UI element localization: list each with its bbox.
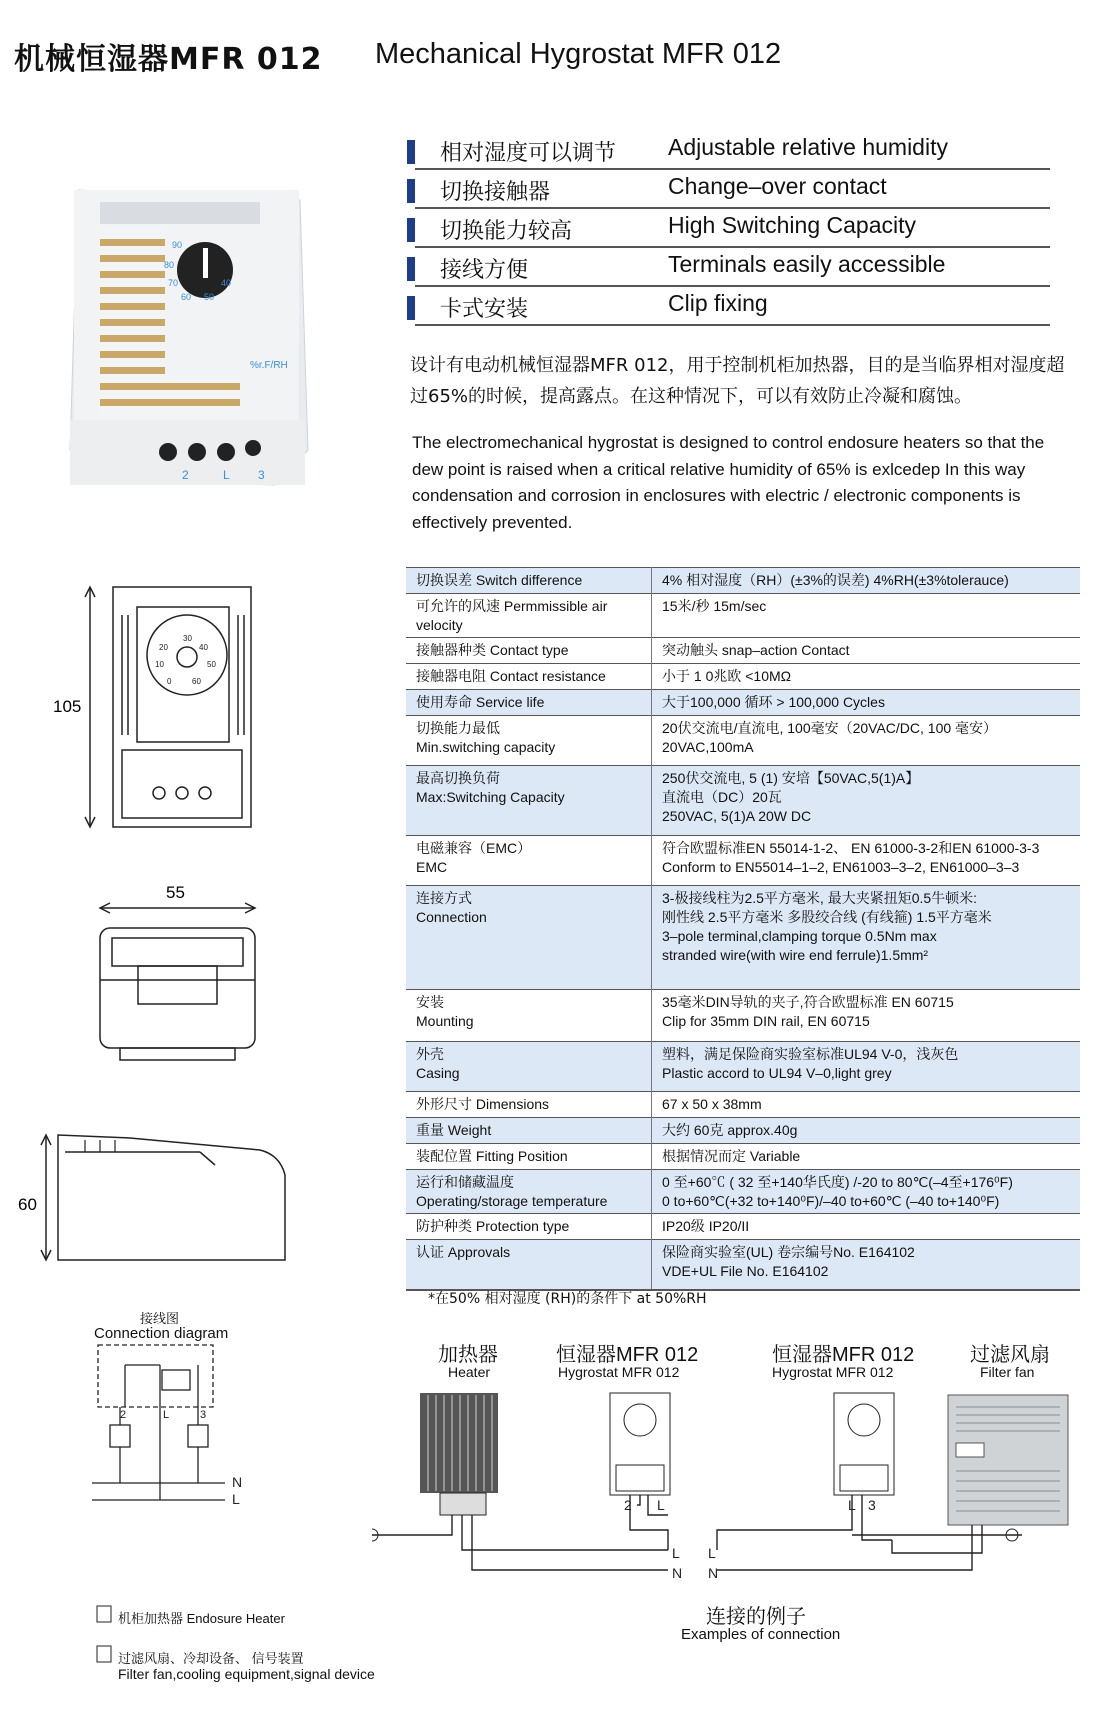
spec-value: 塑料，满足保险商实验室标准UL94 V-0，浅灰色 Plastic accord to UL94 V–0,light grey (652, 1042, 1081, 1092)
spec-value: 小于 1 0兆欧 <10MΩ (652, 664, 1081, 690)
spec-row (406, 664, 1080, 690)
example-heater-en: Heater (448, 1364, 491, 1380)
svg-text:30: 30 (183, 634, 192, 643)
dimension-height-label: 105 (53, 697, 82, 716)
example-caption-cn: 连接的例子 (706, 1606, 806, 1628)
spec-row (406, 568, 1080, 594)
spec-key: 可允许的风速 Permmissible air velocity (406, 594, 652, 638)
spec-row (406, 990, 1080, 1042)
svg-text:40: 40 (199, 643, 208, 652)
description-en: The electromechanical hygrostat is designed to control endosure heaters so that the dew point is raised when a critical relative humidity of 65% is exlcedep In this way condensation and corrosion in enclosures with electric / electronic components is effectively prevented. (412, 433, 1045, 532)
hygrostat-device-1 (610, 1393, 670, 1495)
example-hyg2-cn: 恒湿器MFR 012 (772, 1344, 915, 1366)
wiring-title-en: Connection diagram (94, 1325, 229, 1342)
spec-key: 最高切换负荷 Max:Switching Capacity (406, 766, 652, 836)
example-hyg1-cn: 恒湿器MFR 012 (556, 1344, 699, 1366)
spec-row (406, 716, 1080, 766)
svg-text:60: 60 (192, 677, 201, 686)
spec-key: 使用寿命 Service life (406, 690, 652, 716)
spec-row (406, 690, 1080, 716)
dial-tick: 80 (164, 260, 175, 270)
description-cn: 设计有电动机械恒湿器MFR 012，用于控制机柜加热器，目的是当临界相对湿度超过65%的时候，提高露点。在这种情况下，可以有效防止冷凝和腐蚀。 (410, 355, 1065, 407)
spec-row (406, 594, 1080, 638)
spec-key: 接触器电阻 Contact resistance (406, 664, 652, 690)
spec-row (406, 1118, 1080, 1144)
spec-key: 运行和储藏温度 Operating/storage temperature (406, 1170, 652, 1214)
svg-text:2: 2 (120, 1409, 127, 1421)
svg-text:L: L (657, 1497, 665, 1513)
example-hyg1-en: Hygrostat MFR 012 (558, 1364, 680, 1380)
spec-value: 67 x 50 x 38mm (652, 1092, 1081, 1118)
top-view-drawing (80, 880, 310, 1080)
spec-key: 切换误差 Switch difference (406, 568, 652, 594)
front-view-drawing (40, 585, 270, 835)
spec-key: 外壳 Casing (406, 1042, 652, 1092)
spec-value: 根据情况而定 Variable (652, 1144, 1081, 1170)
terminal-label: 3 (258, 468, 265, 482)
spec-key: 连接方式 Connection (406, 886, 652, 990)
svg-text:10: 10 (155, 660, 164, 669)
svg-text:N: N (672, 1565, 683, 1581)
spec-key: 外形尺寸 Dimensions (406, 1092, 652, 1118)
dial-tick: 50 (204, 292, 215, 302)
spec-key: 重量 Weight (406, 1118, 652, 1144)
feature-row: 相对湿度可以调节 Adjustable relative humidity (415, 130, 1050, 170)
svg-text:20: 20 (159, 643, 168, 652)
connection-example-diagram (372, 1385, 1092, 1595)
spec-value: 20伏交流电/直流电, 100毫安（20VAC/DC, 100 毫安） 20VAC,100mA (652, 716, 1081, 766)
side-view-drawing (10, 1120, 310, 1270)
device-photo (60, 180, 320, 490)
spec-key: 接触器种类 Contact type (406, 638, 652, 664)
legend-fan-en: Filter fan,cooling equipment,signal device (118, 1666, 375, 1682)
spec-key: 电磁兼容（EMC） EMC (406, 836, 652, 886)
spec-row (406, 1214, 1080, 1240)
spec-key: 安装 Mounting (406, 990, 652, 1042)
spec-key: 切换能力最低 Min.switching capacity (406, 716, 652, 766)
page-title-cn: 机械恒湿器MFR 012 (14, 42, 323, 77)
spec-row (406, 1092, 1080, 1118)
spec-key: 防护种类 Protection type (406, 1214, 652, 1240)
page-title-en: Mechanical Hygrostat MFR 012 (375, 38, 782, 70)
spec-row (406, 1144, 1080, 1170)
example-heater-cn: 加热器 (438, 1344, 498, 1366)
spec-value: 符合欧盟标准EN 55014-1-2、 EN 61000-3-2和EN 61000-3-3 Conform to EN55014–1–2, EN61003–3–2, EN61000–3–3 (652, 836, 1081, 886)
spec-value: 保险商实验室(UL) 卷宗编号No. E164102 VDE+UL File No. E164102 (652, 1240, 1081, 1290)
svg-text:0: 0 (167, 677, 172, 686)
filter-fan-device (948, 1395, 1068, 1525)
spec-row (406, 1240, 1080, 1290)
terminal-label: 2 (182, 468, 189, 482)
spec-row (406, 1170, 1080, 1214)
spec-value: 35毫米DIN导轨的夹子,符合欧盟标准 EN 60715 Clip for 35mm DIN rail, EN 60715 (652, 990, 1081, 1042)
connection-diagram (80, 1340, 260, 1540)
spec-row (406, 1042, 1080, 1092)
example-fan-en: Filter fan (980, 1364, 1035, 1380)
spec-value: 15米/秒 15m/sec (652, 594, 1081, 638)
legend-heater: 机柜加热器 Endosure Heater (118, 1611, 285, 1626)
svg-text:3: 3 (200, 1409, 207, 1421)
spec-key: 认证 Approvals (406, 1240, 652, 1290)
fan-icon (97, 1646, 111, 1662)
svg-text:L: L (708, 1545, 716, 1561)
svg-text:L: L (232, 1491, 240, 1507)
dial-tick: 60 (181, 292, 192, 302)
unit-label: %r.F/RH (250, 360, 288, 371)
svg-text:L: L (163, 1409, 170, 1421)
spec-row (406, 836, 1080, 886)
spec-row (406, 766, 1080, 836)
terminal-label: L (223, 468, 230, 482)
spec-value: IP20级 IP20/II (652, 1214, 1081, 1240)
footnote: *在50% 相对湿度 (RH)的条件下 at 50%RH (428, 1291, 707, 1307)
feature-row: 切换能力较高 High Switching Capacity (415, 208, 1050, 248)
hygrostat-device-2 (834, 1393, 894, 1495)
dimension-width-label: 55 (166, 883, 185, 902)
spec-row (406, 886, 1080, 990)
spec-value: 4% 相对湿度（RH）(±3%的误差) 4%RH(±3%tolerauce) (652, 568, 1081, 594)
spec-value: 0 至+60℃ ( 32 至+140华氏度) /-20 to 80℃(–4至+176⁰F) 0 to+60℃(+32 to+140⁰F)/–40 to+60℃ (–40 to+140⁰F) (652, 1170, 1081, 1214)
legend-fan-cn: 过滤风扇、冷却设备、 信号装置 (118, 1651, 304, 1666)
svg-text:2: 2 (624, 1497, 632, 1513)
heater-device (420, 1393, 498, 1515)
dial-tick: 70 (168, 278, 179, 288)
spec-value: 突动触头 snap–action Contact (652, 638, 1081, 664)
spec-key: 装配位置 Fitting Position (406, 1144, 652, 1170)
svg-text:50: 50 (207, 660, 216, 669)
svg-text:L: L (848, 1497, 856, 1513)
feature-row: 接线方便 Terminals easily accessible (415, 247, 1050, 287)
example-caption-en: Examples of connection (681, 1626, 841, 1643)
heater-icon (97, 1606, 111, 1622)
dimension-height-label: 60 (18, 1195, 37, 1214)
example-fan-cn: 过滤风扇 (970, 1344, 1050, 1366)
spec-value: 250伏交流电, 5 (1) 安培【50VAC,5(1)A】 直流电（DC）20瓦 250VAC, 5(1)A 20W DC (652, 766, 1081, 836)
example-hyg2-en: Hygrostat MFR 012 (772, 1364, 894, 1380)
dial-tick: 90 (172, 240, 183, 250)
legend-icons (95, 1604, 115, 1684)
svg-text:L: L (672, 1545, 680, 1561)
spec-row (406, 638, 1080, 664)
spec-value: 大于100,000 循环 > 100,000 Cycles (652, 690, 1081, 716)
feature-row: 卡式安装 Clip fixing (415, 286, 1050, 326)
dial-tick: 40 (221, 278, 232, 288)
spec-value: 3-极接线柱为2.5平方毫米, 最大夹紧扭矩0.5牛顿米: 刚性线 2.5平方毫米 多股绞合线 (有线箍) 1.5平方毫米 3–pole terminal,clamping torque 0.5Nm max stranded wire(with wire end ferrule)1.5mm² (652, 886, 1081, 990)
feature-row: 切换接触器 Change–over contact (415, 169, 1050, 209)
svg-text:3: 3 (868, 1497, 876, 1513)
spec-table (406, 567, 1080, 1291)
wiring-title-cn: 接线图 (140, 1311, 180, 1326)
svg-text:N: N (708, 1565, 719, 1581)
svg-text:N: N (232, 1474, 243, 1490)
spec-value: 大约 60克 approx.40g (652, 1118, 1081, 1144)
